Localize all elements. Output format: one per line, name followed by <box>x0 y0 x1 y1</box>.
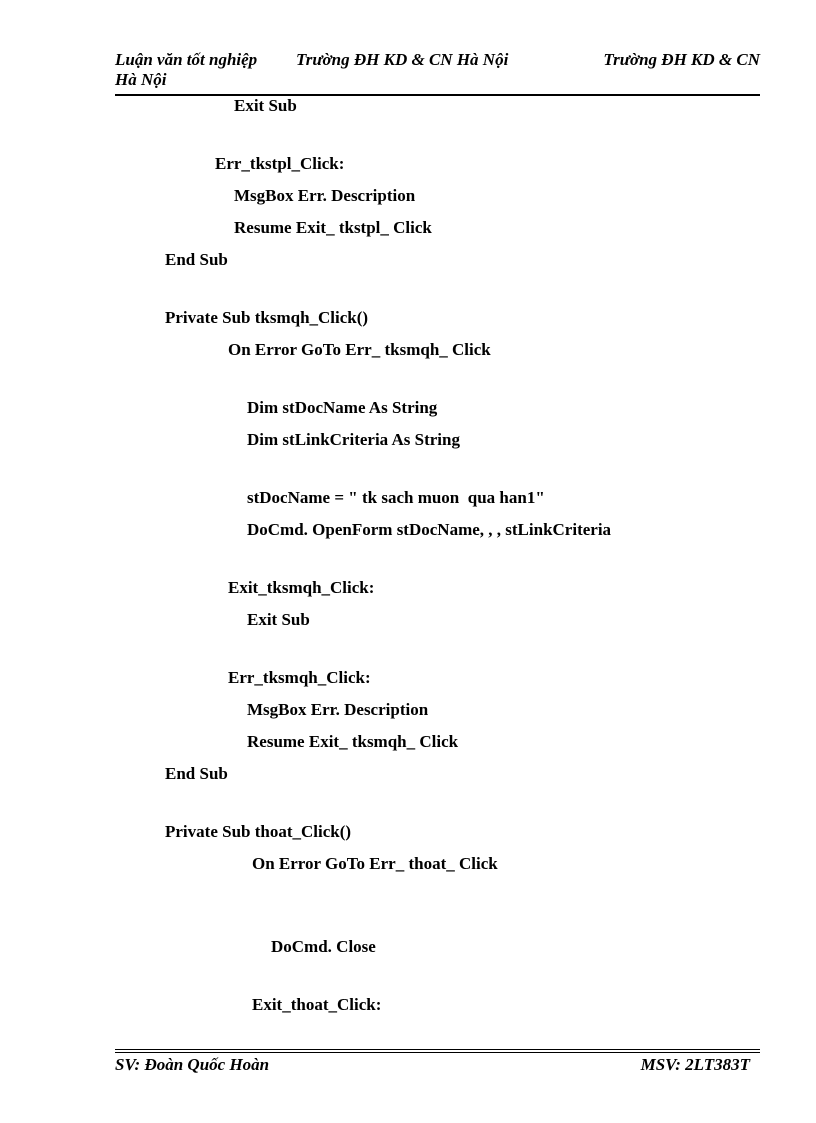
code-line: End Sub <box>165 250 228 269</box>
code-line: Resume Exit_ tkstpl_ Click <box>234 218 432 237</box>
code-line: Exit Sub <box>234 96 297 115</box>
code-line: Err_tksmqh_Click: <box>228 668 371 687</box>
code-line: On Error GoTo Err_ tksmqh_ Click <box>228 340 491 359</box>
code-line: Private Sub thoat_Click() <box>165 822 352 841</box>
code-line: MsgBox Err. Description <box>247 700 429 719</box>
footer-rule-top <box>115 1049 760 1050</box>
code-line: Dim stDocName As String <box>247 398 438 417</box>
code-line: Dim stLinkCriteria As String <box>247 430 460 449</box>
footer-student-id: MSV: 2LT383T <box>640 1055 750 1074</box>
header-school-name: Trường ĐH KD & CN Hà Nội <box>296 50 509 69</box>
code-line: DoCmd. OpenForm stDocName, , , stLinkCriteria <box>247 520 612 539</box>
code-line: Exit_thoat_Click: <box>252 995 382 1014</box>
code-line: On Error GoTo Err_ thoat_ Click <box>252 854 498 873</box>
code-line: Err_tkstpl_Click: <box>215 154 345 173</box>
code-line: Private Sub tksmqh_Click() <box>165 308 369 327</box>
code-line: Exit_tksmqh_Click: <box>228 578 375 597</box>
header-school-city: Hà Nội <box>115 70 167 89</box>
header-thesis-label: Luận văn tốt nghiệp <box>115 50 258 69</box>
code-line: DoCmd. Close <box>271 937 376 956</box>
code-line: End Sub <box>165 764 228 783</box>
code-line: Exit Sub <box>247 610 310 629</box>
code-line: stDocName = " tk sach muon qua han1" <box>247 488 545 507</box>
page-footer <box>115 1055 750 1077</box>
footer-rule-bottom <box>115 1052 760 1053</box>
code-line: Resume Exit_ tksmqh_ Click <box>247 732 459 751</box>
page-header <box>115 50 760 96</box>
header-school-name-repeat: Trường ĐH KD & CN <box>603 50 760 69</box>
footer-student-name: SV: Đoàn Quốc Hoàn <box>115 1055 270 1074</box>
code-line: MsgBox Err. Description <box>234 186 416 205</box>
